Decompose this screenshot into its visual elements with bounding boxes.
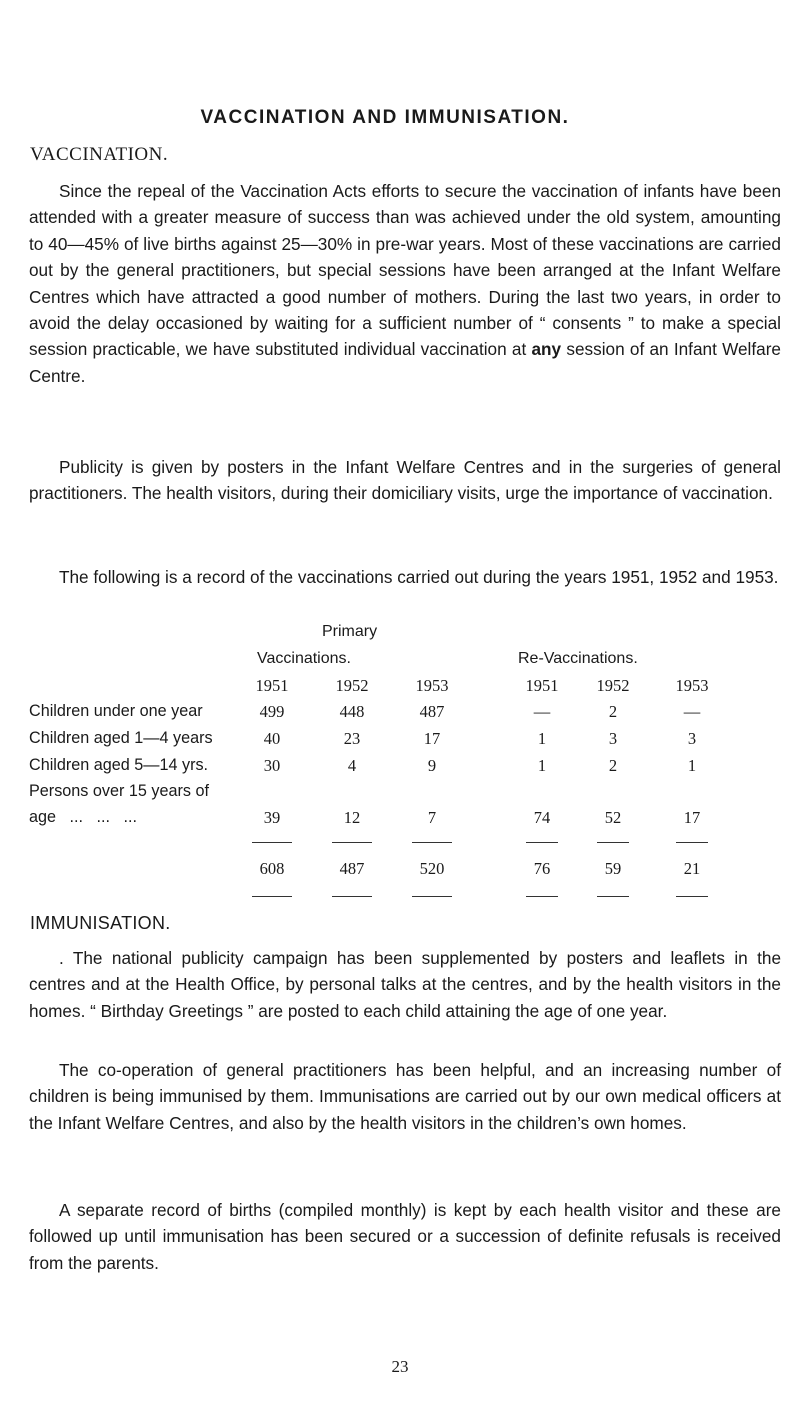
total-cell: 21 <box>683 859 701 878</box>
total-cell: 608 <box>259 859 285 878</box>
vaccination-paragraph-3 <box>29 564 781 590</box>
sum-rule <box>676 842 708 843</box>
table-cell: 1 <box>537 729 547 748</box>
table-cell: 17 <box>423 729 441 748</box>
sum-rule <box>412 896 452 897</box>
row-label: Children aged 5—14 yrs. <box>29 756 209 774</box>
total-cell: 520 <box>419 859 445 878</box>
sum-rule <box>412 842 452 843</box>
table-cell: 487 <box>419 702 445 721</box>
immunisation-paragraph-1 <box>29 945 781 1024</box>
immunisation-paragraph-2-text: The co-operation of general practitioners has been helpful, and an increasing number of children is being immunised by them. Immunisations are carried out by our own medical officers at the Infant Welfare Centres, and also by the health visitors in the children’s own homes. <box>29 1060 781 1133</box>
table-cell: 12 <box>343 808 361 827</box>
row-label: Children under one year <box>29 702 203 720</box>
table-cell: — <box>533 702 551 721</box>
table-cell: 7 <box>427 808 437 827</box>
immunisation-heading: IMMUNISATION. <box>30 913 171 933</box>
sum-rule <box>332 842 372 843</box>
emphasis-any: any <box>531 339 562 360</box>
table-cell: 74 <box>533 808 551 827</box>
table-cell: 2 <box>608 702 618 721</box>
vaccination-paragraph-3-text: The following is a record of the vaccinations carried out during the years 1951, 1952 and 1953. <box>59 567 779 587</box>
row-label: Children aged 1—4 years <box>29 729 213 747</box>
table-cell: 39 <box>263 808 281 827</box>
table-cell: 52 <box>604 808 622 827</box>
vaccination-paragraph-1 <box>29 178 781 389</box>
sum-rule <box>676 896 708 897</box>
page-title: VACCINATION AND IMMUNISATION. <box>200 107 570 128</box>
table-cell: 499 <box>259 702 285 721</box>
table-cell: 448 <box>339 702 365 721</box>
sum-rule <box>252 842 292 843</box>
year-header: 1952 <box>335 676 369 695</box>
table-cell: 2 <box>608 756 618 775</box>
row-label: Persons over 15 years of <box>29 782 209 800</box>
year-header: 1951 <box>525 676 559 695</box>
total-cell: 487 <box>339 859 365 878</box>
sum-rule <box>597 842 629 843</box>
vaccination-paragraph-2 <box>29 454 781 507</box>
table-cell: 30 <box>263 756 281 775</box>
primary-header-line2: Vaccinations. <box>257 650 351 667</box>
table-cell: 23 <box>343 729 361 748</box>
immunisation-paragraph-3 <box>29 1197 781 1276</box>
total-cell: 76 <box>533 859 551 878</box>
table-cell: 3 <box>608 729 618 748</box>
sum-rule <box>332 896 372 897</box>
table-cell: 40 <box>263 729 281 748</box>
vaccination-paragraph-1-text: Since the repeal of the Vaccination Acts efforts to secure the vaccination of infants have been attended with a greater measure of success than was achieved under the old system, amounting to 40—45% of live births against 25—30% in pre-war years. Most of these vaccinations are carried out by the general practitioners, but special sessions have been arranged at the Infant Welfare Centres which have attracted a good number of mothers. During the last two years, in order to avoid the delay occasioned by waiting for a sufficient number of “ consents ” to make a special session practicable, we have substituted individual vaccination at <box>29 181 781 360</box>
sum-rule <box>526 896 558 897</box>
year-header: 1951 <box>255 676 289 695</box>
table-cell: 9 <box>427 756 437 775</box>
vaccination-heading: VACCINATION. <box>30 144 169 165</box>
table-cell: 17 <box>683 808 701 827</box>
vaccination-paragraph-2-text: Publicity is given by posters in the Infant Welfare Centres and in the surgeries of general practitioners. The health visitors, during their domiciliary visits, urge the importance of vaccination. <box>29 457 781 504</box>
page-number: 23 <box>391 1357 409 1376</box>
row-label-continuation: age ... ... ... <box>29 808 137 826</box>
immunisation-paragraph-1-text: . The national publicity campaign has been supplemented by posters and leaflets in the centres and at the Health Office, by personal talks at the centres, and by the health visitors in the homes. “ Birthday Greetings ” are posted to each child attaining the age of one year. <box>29 948 781 1021</box>
immunisation-paragraph-2 <box>29 1057 781 1136</box>
sum-rule <box>597 896 629 897</box>
table-cell: 4 <box>347 756 357 775</box>
table-cell: 1 <box>537 756 547 775</box>
vaccination-paragraph-1-tail: session of an Infant Welfare Centre. <box>29 339 781 386</box>
year-header: 1953 <box>415 676 449 695</box>
table-cell: 1 <box>687 756 697 775</box>
table-cell: 3 <box>687 729 697 748</box>
immunisation-paragraph-3-text: A separate record of births (compiled monthly) is kept by each health visitor and these are followed up until immunisation has been secured or a succession of definite refusals is received from the parents. <box>29 1200 781 1273</box>
total-cell: 59 <box>604 859 622 878</box>
primary-header-line1: Primary <box>322 623 378 640</box>
year-header: 1953 <box>675 676 709 695</box>
revaccination-header: Re-Vaccinations. <box>518 650 638 667</box>
year-header: 1952 <box>596 676 630 695</box>
sum-rule <box>252 896 292 897</box>
table-cell: — <box>683 702 701 721</box>
sum-rule <box>526 842 558 843</box>
